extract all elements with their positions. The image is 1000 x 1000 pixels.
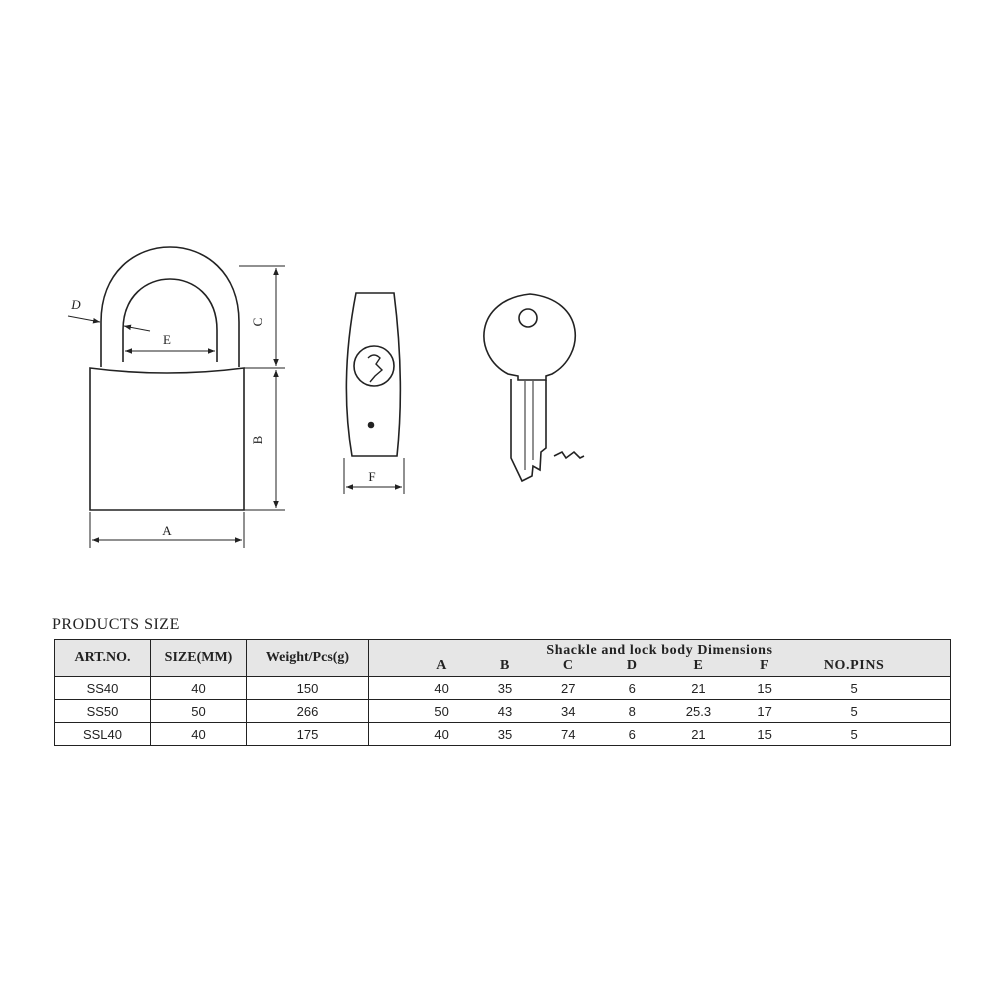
- cell-dim-f: 17: [757, 704, 772, 719]
- dim-line-d: [68, 316, 100, 322]
- cell-dim-c: 27: [561, 681, 576, 696]
- cell-weight: 266: [247, 700, 369, 723]
- key-head-outline: [484, 294, 575, 380]
- cell-size: 40: [151, 677, 247, 700]
- lock-body: [90, 368, 244, 510]
- shackle-inner: [123, 279, 217, 362]
- cell-dim-b: 35: [497, 727, 513, 742]
- cell-dim-c: 74: [561, 727, 576, 742]
- side-pin-hole: [369, 423, 374, 428]
- table-header-row: [55, 640, 951, 677]
- cell-dimensions: [369, 677, 951, 700]
- cell-dim-b: 43: [497, 704, 513, 719]
- header-dimensions-title: Shackle and lock body Dimensions: [546, 643, 773, 658]
- key-profile-icon: [554, 452, 584, 458]
- label-e: E: [163, 332, 171, 347]
- key-ring-hole: [519, 309, 537, 327]
- cell-no-pins: 5: [850, 704, 858, 719]
- key-blade-outline: [511, 379, 546, 481]
- header-weight: Weight/Pcs(g): [247, 640, 369, 677]
- label-d: D: [71, 297, 81, 312]
- cell-dim-d: 6: [628, 681, 636, 696]
- table-row: [55, 700, 951, 723]
- header-dim-d: D: [626, 658, 638, 673]
- cell-art-no: SSL40: [55, 723, 151, 746]
- header-size: SIZE(MM): [151, 640, 247, 677]
- cell-art-no: SS50: [55, 700, 151, 723]
- cell-dim-d: 6: [628, 727, 636, 742]
- label-b: B: [250, 435, 265, 445]
- cell-dim-f: 15: [757, 681, 772, 696]
- header-dim-c: C: [562, 658, 574, 673]
- cell-size: 50: [151, 700, 247, 723]
- cell-weight: 150: [247, 677, 369, 700]
- cell-dim-a: 50: [434, 704, 449, 719]
- header-dim-f: F: [760, 658, 770, 673]
- padlock-side-view: [346, 293, 400, 456]
- cell-dim-e: 21: [691, 681, 706, 696]
- padlock-front-view: [90, 247, 244, 510]
- cell-dimensions: [369, 723, 951, 746]
- key-drawing: [484, 294, 584, 481]
- header-dim-b: B: [499, 658, 510, 673]
- table-row: [55, 677, 951, 700]
- keyhole-icon: [368, 355, 382, 382]
- header-dim-a: A: [436, 658, 447, 673]
- cell-size: 40: [151, 723, 247, 746]
- header-dimensions-cell: [369, 640, 951, 677]
- cell-dim-a: 40: [434, 727, 449, 742]
- header-no-pins: NO.PINS: [823, 658, 885, 673]
- cell-dimensions: [369, 700, 951, 723]
- label-a: A: [162, 523, 172, 538]
- cell-dim-e: 25.3: [685, 704, 712, 719]
- cell-dim-a: 40: [434, 681, 449, 696]
- keyhole-cylinder: [354, 346, 394, 386]
- cell-dim-d: 8: [628, 704, 636, 719]
- cell-dim-e: 21: [691, 727, 706, 742]
- cell-dim-b: 35: [497, 681, 513, 696]
- table-row: [55, 723, 951, 746]
- header-dim-e: E: [693, 658, 704, 673]
- header-art-no: ART.NO.: [55, 640, 151, 677]
- products-size-table: [54, 639, 951, 746]
- products-size-title: PRODUCTS SIZE: [52, 616, 180, 633]
- label-f: F: [368, 469, 376, 484]
- cell-art-no: SS40: [55, 677, 151, 700]
- label-c: C: [250, 317, 265, 327]
- cell-dim-f: 15: [757, 727, 772, 742]
- shackle-outline: [101, 247, 239, 367]
- cell-weight: 175: [247, 723, 369, 746]
- cell-dim-c: 34: [561, 704, 576, 719]
- cell-no-pins: 5: [850, 681, 858, 696]
- cell-no-pins: 5: [850, 727, 858, 742]
